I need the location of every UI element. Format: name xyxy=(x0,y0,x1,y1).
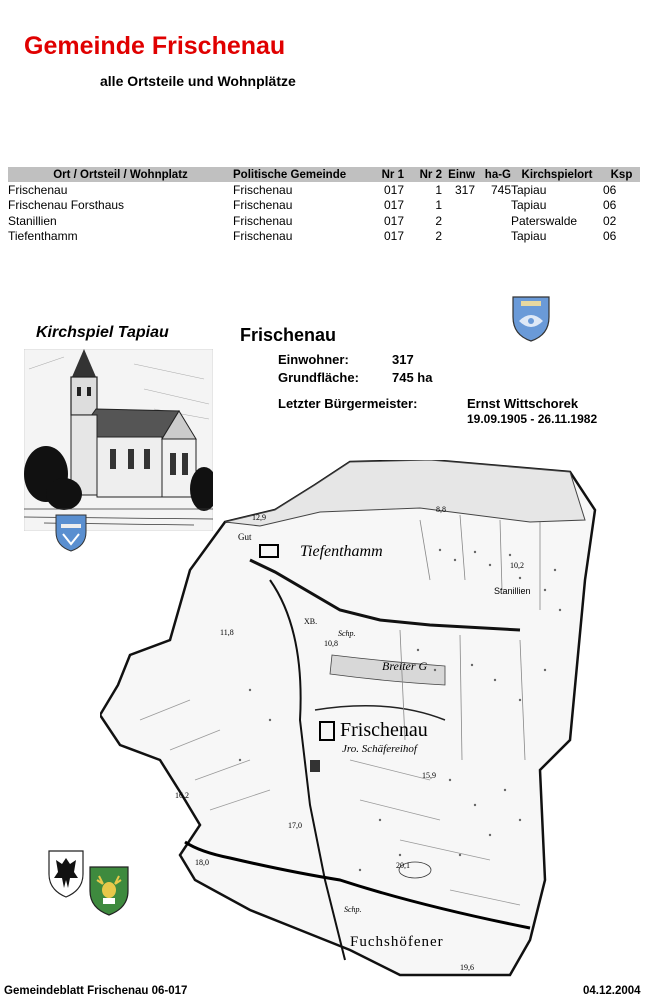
map-label-frischenau: Frischenau xyxy=(340,719,428,741)
table-cell xyxy=(442,213,475,229)
stag-crest-icon xyxy=(89,866,129,916)
table-cell: Tapiau xyxy=(511,198,547,213)
map-height-6: 17,0 xyxy=(288,821,302,830)
map-label-schp1: Schp. xyxy=(338,629,356,638)
page-subtitle: alle Ortsteile und Wohnplätze xyxy=(100,73,296,89)
gemeinde-crest-icon xyxy=(511,295,551,343)
page-title: Gemeinde Frischenau xyxy=(24,32,286,60)
map-height-7: 18,0 xyxy=(195,858,209,867)
map-label-tiefenthamm: Tiefenthamm xyxy=(300,543,383,560)
map-height-11: 8,8 xyxy=(436,505,446,514)
table-cell: 017 xyxy=(383,182,404,197)
map-height-10: 19,6 xyxy=(460,963,474,972)
table-header-row xyxy=(8,167,640,182)
map-label-breiter: Breiter G xyxy=(382,659,428,673)
table-cell: 2 xyxy=(435,229,442,244)
table-row xyxy=(8,182,640,198)
map-label-gut: Gut xyxy=(238,532,252,542)
table-cell: 06 xyxy=(603,198,617,213)
table-cell: Stanillien xyxy=(8,213,57,228)
kirchspiel-crest-icon xyxy=(55,514,87,552)
einwohner-label: Einwohner: xyxy=(278,352,349,367)
table-cell: Tapiau xyxy=(511,182,547,197)
column-header-kirchspielort: Kirchspielort xyxy=(511,167,603,182)
table-cell: 017 xyxy=(383,198,404,213)
table-cell: Tapiau xyxy=(511,229,547,244)
column-header-ksp: Ksp xyxy=(603,167,640,182)
map-height-1: 12,9 xyxy=(252,513,266,522)
table-cell: 2 xyxy=(435,213,442,228)
column-header-nr2: Nr 2 xyxy=(404,167,442,182)
table-cell: 317 xyxy=(454,182,475,197)
column-header-einw: Einw xyxy=(442,167,475,182)
kirchspiel-title: Kirchspiel Tapiau xyxy=(36,324,169,341)
footer-sheet-id: Gemeindeblatt Frischenau 06-017 xyxy=(4,985,188,997)
map-label-xb: XB. xyxy=(304,617,318,626)
map-height-5: 16,2 xyxy=(175,791,189,800)
table-cell xyxy=(442,198,475,214)
buergermeister-dates: 19.09.1905 - 26.11.1982 xyxy=(467,412,598,426)
column-header-nr1: Nr 1 xyxy=(369,167,404,182)
table-cell: 017 xyxy=(383,213,404,228)
map-height-9: 15,9 xyxy=(422,771,436,780)
table-cell: Tiefenthamm xyxy=(8,229,78,244)
table-cell xyxy=(475,198,511,214)
table-cell: Paterswalde xyxy=(511,213,578,228)
flaeche-label: Grundfläche: xyxy=(278,370,359,385)
map-label-stanillien: Stanillien xyxy=(494,586,531,596)
table-cell: Frischenau xyxy=(233,213,293,228)
map-label-fuchshoefener: Fuchshöfener xyxy=(350,934,444,950)
table-cell: 1 xyxy=(435,198,442,213)
table-cell xyxy=(442,229,475,245)
map-label-schaeferei: Jro. Schäfereihof xyxy=(342,743,417,755)
map-height-4: 10,2 xyxy=(510,561,524,570)
flaeche-value: 745 ha xyxy=(392,370,433,385)
column-header-ha-g: ha-G xyxy=(475,167,511,182)
table-cell: Frischenau Forsthaus xyxy=(8,198,125,213)
buergermeister-label: Letzter Bürgermeister: xyxy=(278,396,418,411)
table-cell: Frischenau xyxy=(233,198,293,213)
table-cell xyxy=(475,213,511,229)
column-header-ort: Ort / Ortsteil / Wohnplatz xyxy=(8,167,233,182)
place-name: Frischenau xyxy=(240,325,337,345)
einwohner-value: 317 xyxy=(392,352,414,367)
table-cell: Frischenau xyxy=(233,182,293,197)
table-cell: 1 xyxy=(435,182,442,197)
table-cell: 02 xyxy=(603,213,617,228)
table-row xyxy=(8,229,640,245)
table-cell: Frischenau xyxy=(233,229,293,244)
buergermeister-name: Ernst Wittschorek xyxy=(467,396,579,411)
table-cell: 06 xyxy=(603,182,617,197)
map-height-3: 11,8 xyxy=(220,628,234,637)
map-height-8: 20,1 xyxy=(396,861,410,870)
map-image xyxy=(100,460,645,980)
table-row xyxy=(8,213,640,229)
table-row xyxy=(8,198,640,214)
eagle-crest-icon xyxy=(48,850,84,898)
table-cell: 017 xyxy=(383,229,404,244)
map-label-schp2: Schp. xyxy=(344,905,362,914)
table-cell: 06 xyxy=(603,229,617,244)
column-header-gemeinde: Politische Gemeinde xyxy=(233,167,369,182)
footer-date: 04.12.2004 xyxy=(583,985,641,997)
table-cell: Frischenau xyxy=(8,182,68,197)
table-cell xyxy=(475,229,511,245)
table-cell: 745 xyxy=(490,182,511,197)
map-height-2: 10,8 xyxy=(324,639,338,648)
places-table xyxy=(8,167,640,244)
